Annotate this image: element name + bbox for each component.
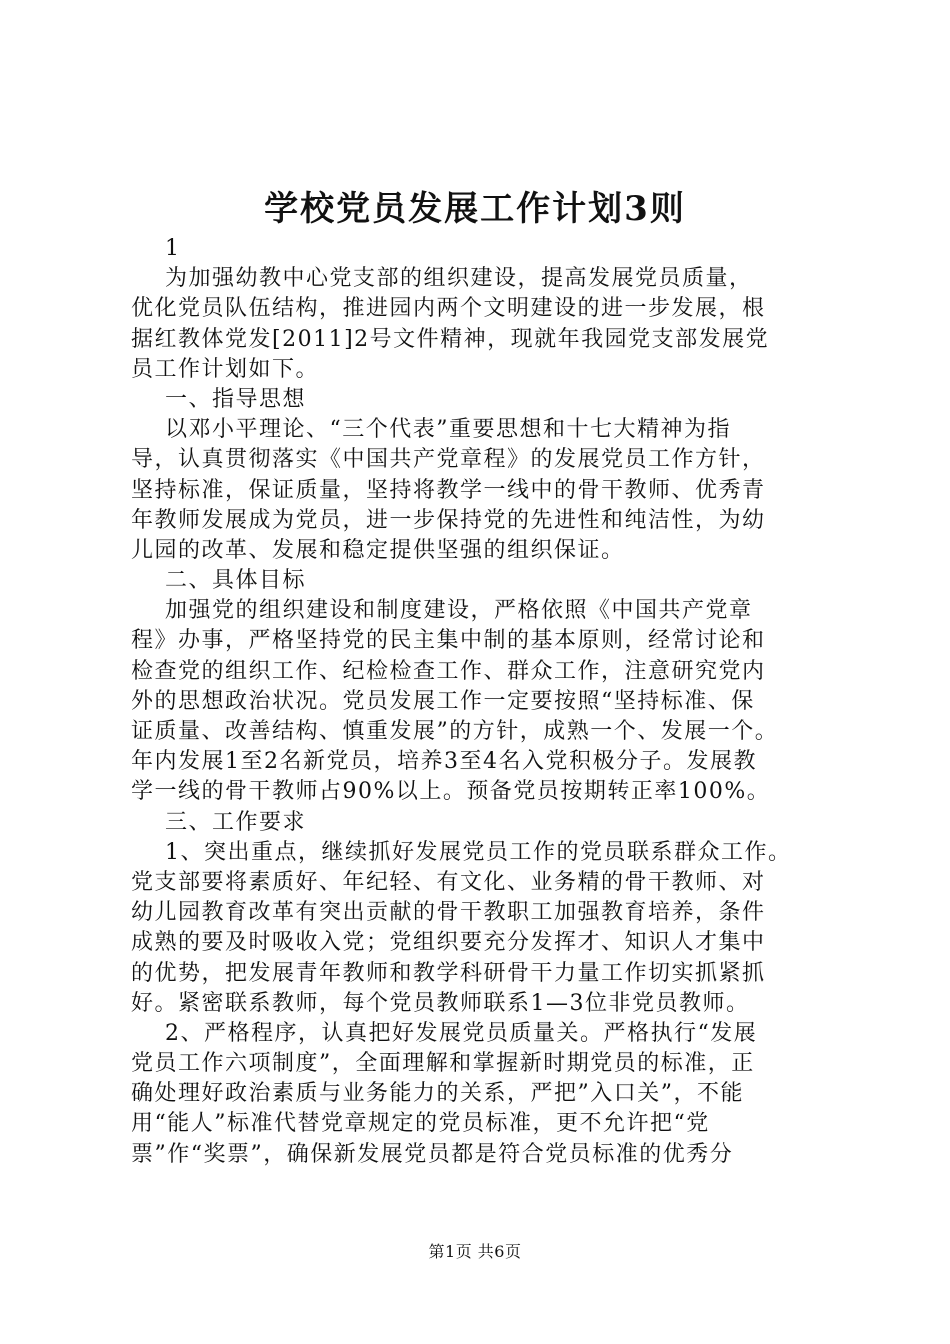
document-title: 学校党员发展工作计划3则 bbox=[264, 189, 686, 229]
body-line: 为加强幼教中心党支部的组织建设，提高发展党员质量， bbox=[131, 266, 753, 292]
body-line: 坚持标准，保证质量，坚持将教学一线中的骨干教师、优秀青 bbox=[131, 477, 766, 503]
body-line: 用“能人”标准代替党章规定的党员标准，更不允许把“党 bbox=[131, 1111, 710, 1137]
body-line: 确处理好政治素质与业务能力的关系，严把”入口关”，不能 bbox=[131, 1081, 744, 1107]
body-line: 据红教体党发[2011]2号文件精神，现就年我园党支部发展党 bbox=[131, 326, 770, 352]
body-line: 二、具体目标 bbox=[131, 568, 306, 594]
page-footer: 第1页 共6页 bbox=[428, 1242, 522, 1261]
body-line: 优化党员队伍结构，推进园内两个文明建设的进一步发展，根 bbox=[131, 296, 766, 322]
body-line: 程》办事，严格坚持党的民主集中制的基本原则，经常讨论和 bbox=[131, 628, 766, 654]
document-body bbox=[131, 234, 831, 1170]
body-line: 以邓小平理论、“三个代表”重要思想和十七大精神为指 bbox=[131, 417, 731, 443]
body-line: 票”作“奖票”，确保新发展党员都是符合党员标准的优秀分 bbox=[131, 1141, 734, 1167]
body-line: 年教师发展成为党员，进一步保持党的先进性和纯洁性，为幼 bbox=[131, 507, 766, 533]
body-line: 1 bbox=[131, 236, 181, 261]
body-line: 加强党的组织建设和制度建设，严格依照《中国共产党章 bbox=[131, 598, 753, 624]
body-line: 的优势，把发展青年教师和教学科研骨干力量工作切实抓紧抓 bbox=[131, 960, 766, 986]
body-line: 党支部要将素质好、年纪轻、有文化、业务精的骨干教师、对 bbox=[131, 869, 766, 895]
body-line: 年内发展1至2名新党员，培养3至4名入党积极分子。发展教 bbox=[131, 749, 757, 775]
body-line: 员工作计划如下。 bbox=[131, 356, 320, 382]
body-line: 2、严格程序，认真把好发展党员质量关。严格执行“发展 bbox=[131, 1020, 758, 1046]
body-line: 一、指导思想 bbox=[131, 386, 306, 412]
body-line: 三、工作要求 bbox=[131, 809, 306, 835]
body-line: 儿园的改革、发展和稳定提供坚强的组织保证。 bbox=[131, 537, 625, 563]
body-line: 1、突出重点，继续抓好发展党员工作的党员联系群众工作。 bbox=[131, 839, 792, 865]
body-line: 证质量、改善结构、慎重发展”的方针，成熟一个、发展一个。 bbox=[131, 719, 779, 744]
body-line: 学一线的骨干教师占90%以上。预备党员按期转正率100%。 bbox=[131, 779, 771, 805]
body-line: 党员工作六项制度”，全面理解和掌握新时期党员的标准，正 bbox=[131, 1051, 755, 1077]
body-line: 外的思想政治状况。党员发展工作一定要按照“坚持标准、保 bbox=[131, 688, 755, 714]
body-line: 幼儿园教育改革有突出贡献的骨干教职工加强教育培养，条件 bbox=[131, 900, 766, 926]
body-line: 成熟的要及时吸收入党；党组织要充分发挥才、知识人才集中 bbox=[131, 930, 766, 956]
body-line: 导，认真贯彻落实《中国共产党章程》的发展党员工作方针， bbox=[131, 447, 766, 473]
body-line: 好。紧密联系教师，每个党员教师联系1—3位非党员教师。 bbox=[131, 990, 750, 1016]
body-line: 检查党的组织工作、纪检检查工作、群众工作，注意研究党内 bbox=[131, 658, 766, 684]
